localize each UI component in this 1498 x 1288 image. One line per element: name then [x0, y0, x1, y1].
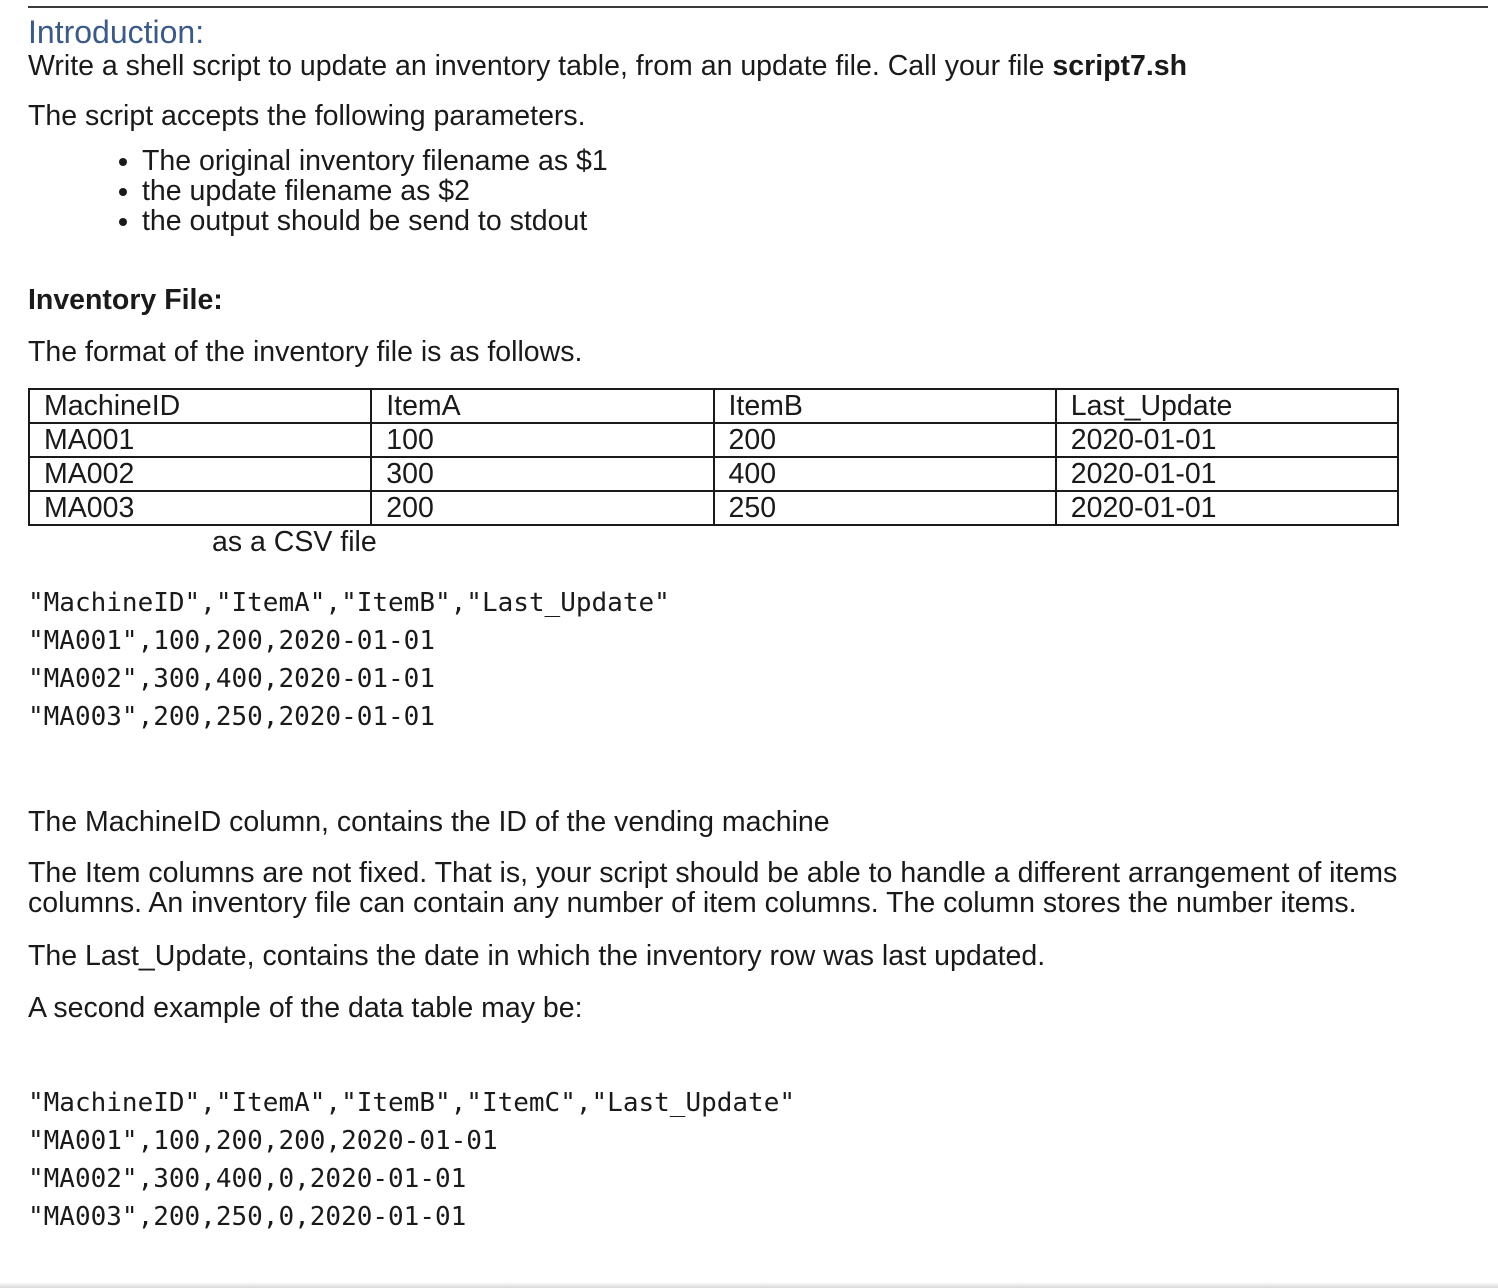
code-line: "MachineID","ItemA","ItemB","Last_Update" — [28, 588, 670, 618]
table-cell: 100 — [371, 423, 713, 457]
table-cell: 200 — [371, 491, 713, 525]
last-update-description: The Last_Update, contains the date in which the inventory row was last updated. — [28, 940, 1046, 972]
bottom-edge-shade — [0, 1282, 1498, 1288]
machine-id-description: The MachineID column, contains the ID of the vending machine — [28, 806, 830, 838]
second-csv-example-block — [28, 1084, 1468, 1236]
code-line: "MA001",100,200,200,2020-01-01 — [28, 1126, 498, 1156]
csv-caption: as a CSV file — [212, 526, 377, 558]
table-cell: 400 — [714, 457, 1056, 491]
item-columns-description: The Item columns are not fixed. That is, your script should be able to handle a different arrangement of items columns. An inventory file can contain any number of item columns. The column stores the number items. — [28, 857, 1398, 919]
code-line: "MA003",200,250,0,2020-01-01 — [28, 1202, 467, 1232]
top-divider — [28, 6, 1488, 8]
param-item: • the output should be send to stdout — [142, 206, 1468, 236]
csv-example-block — [28, 584, 1468, 736]
params-intro: The script accepts the following parameters. — [28, 100, 586, 132]
table-cell: 200 — [714, 423, 1056, 457]
table-row — [29, 423, 1398, 457]
code-line: "MachineID","ItemA","ItemB","ItemC","Last_Update" — [28, 1088, 796, 1118]
introduction-heading: Introduction: — [28, 14, 205, 50]
params-list — [28, 146, 1468, 236]
header-cell: ItemA — [371, 389, 713, 423]
table-cell: 2020-01-01 — [1056, 457, 1398, 491]
header-cell: Last_Update — [1056, 389, 1398, 423]
header-cell: MachineID — [29, 389, 371, 423]
table-cell: MA003 — [29, 491, 371, 525]
document-content — [28, 12, 1468, 1236]
script-filename: script7.sh — [1052, 50, 1188, 82]
code-line: "MA002",300,400,2020-01-01 — [28, 664, 435, 694]
table-header-row — [29, 389, 1398, 423]
table-cell: MA001 — [29, 423, 371, 457]
inventory-heading: Inventory File: — [28, 284, 223, 316]
format-description: The format of the inventory file is as follows. — [28, 336, 583, 368]
table-cell: 300 — [371, 457, 713, 491]
table-cell: 2020-01-01 — [1056, 491, 1398, 525]
table-cell: 2020-01-01 — [1056, 423, 1398, 457]
table-row — [29, 457, 1398, 491]
code-line: "MA002",300,400,0,2020-01-01 — [28, 1164, 467, 1194]
param-item: • The original inventory filename as $1 — [142, 146, 1468, 176]
table-cell: 250 — [714, 491, 1056, 525]
code-line: "MA003",200,250,2020-01-01 — [28, 702, 435, 732]
param-item: • the update filename as $2 — [142, 176, 1468, 206]
table-cell: MA002 — [29, 457, 371, 491]
header-cell: ItemB — [714, 389, 1056, 423]
second-example-intro: A second example of the data table may be: — [28, 992, 583, 1024]
code-line: "MA001",100,200,2020-01-01 — [28, 626, 435, 656]
table-row — [29, 491, 1398, 525]
intro-text: Write a shell script to update an inventory table, from an update file. Call your file — [28, 50, 1053, 82]
intro-paragraph — [28, 50, 1468, 82]
inventory-table — [28, 388, 1399, 526]
